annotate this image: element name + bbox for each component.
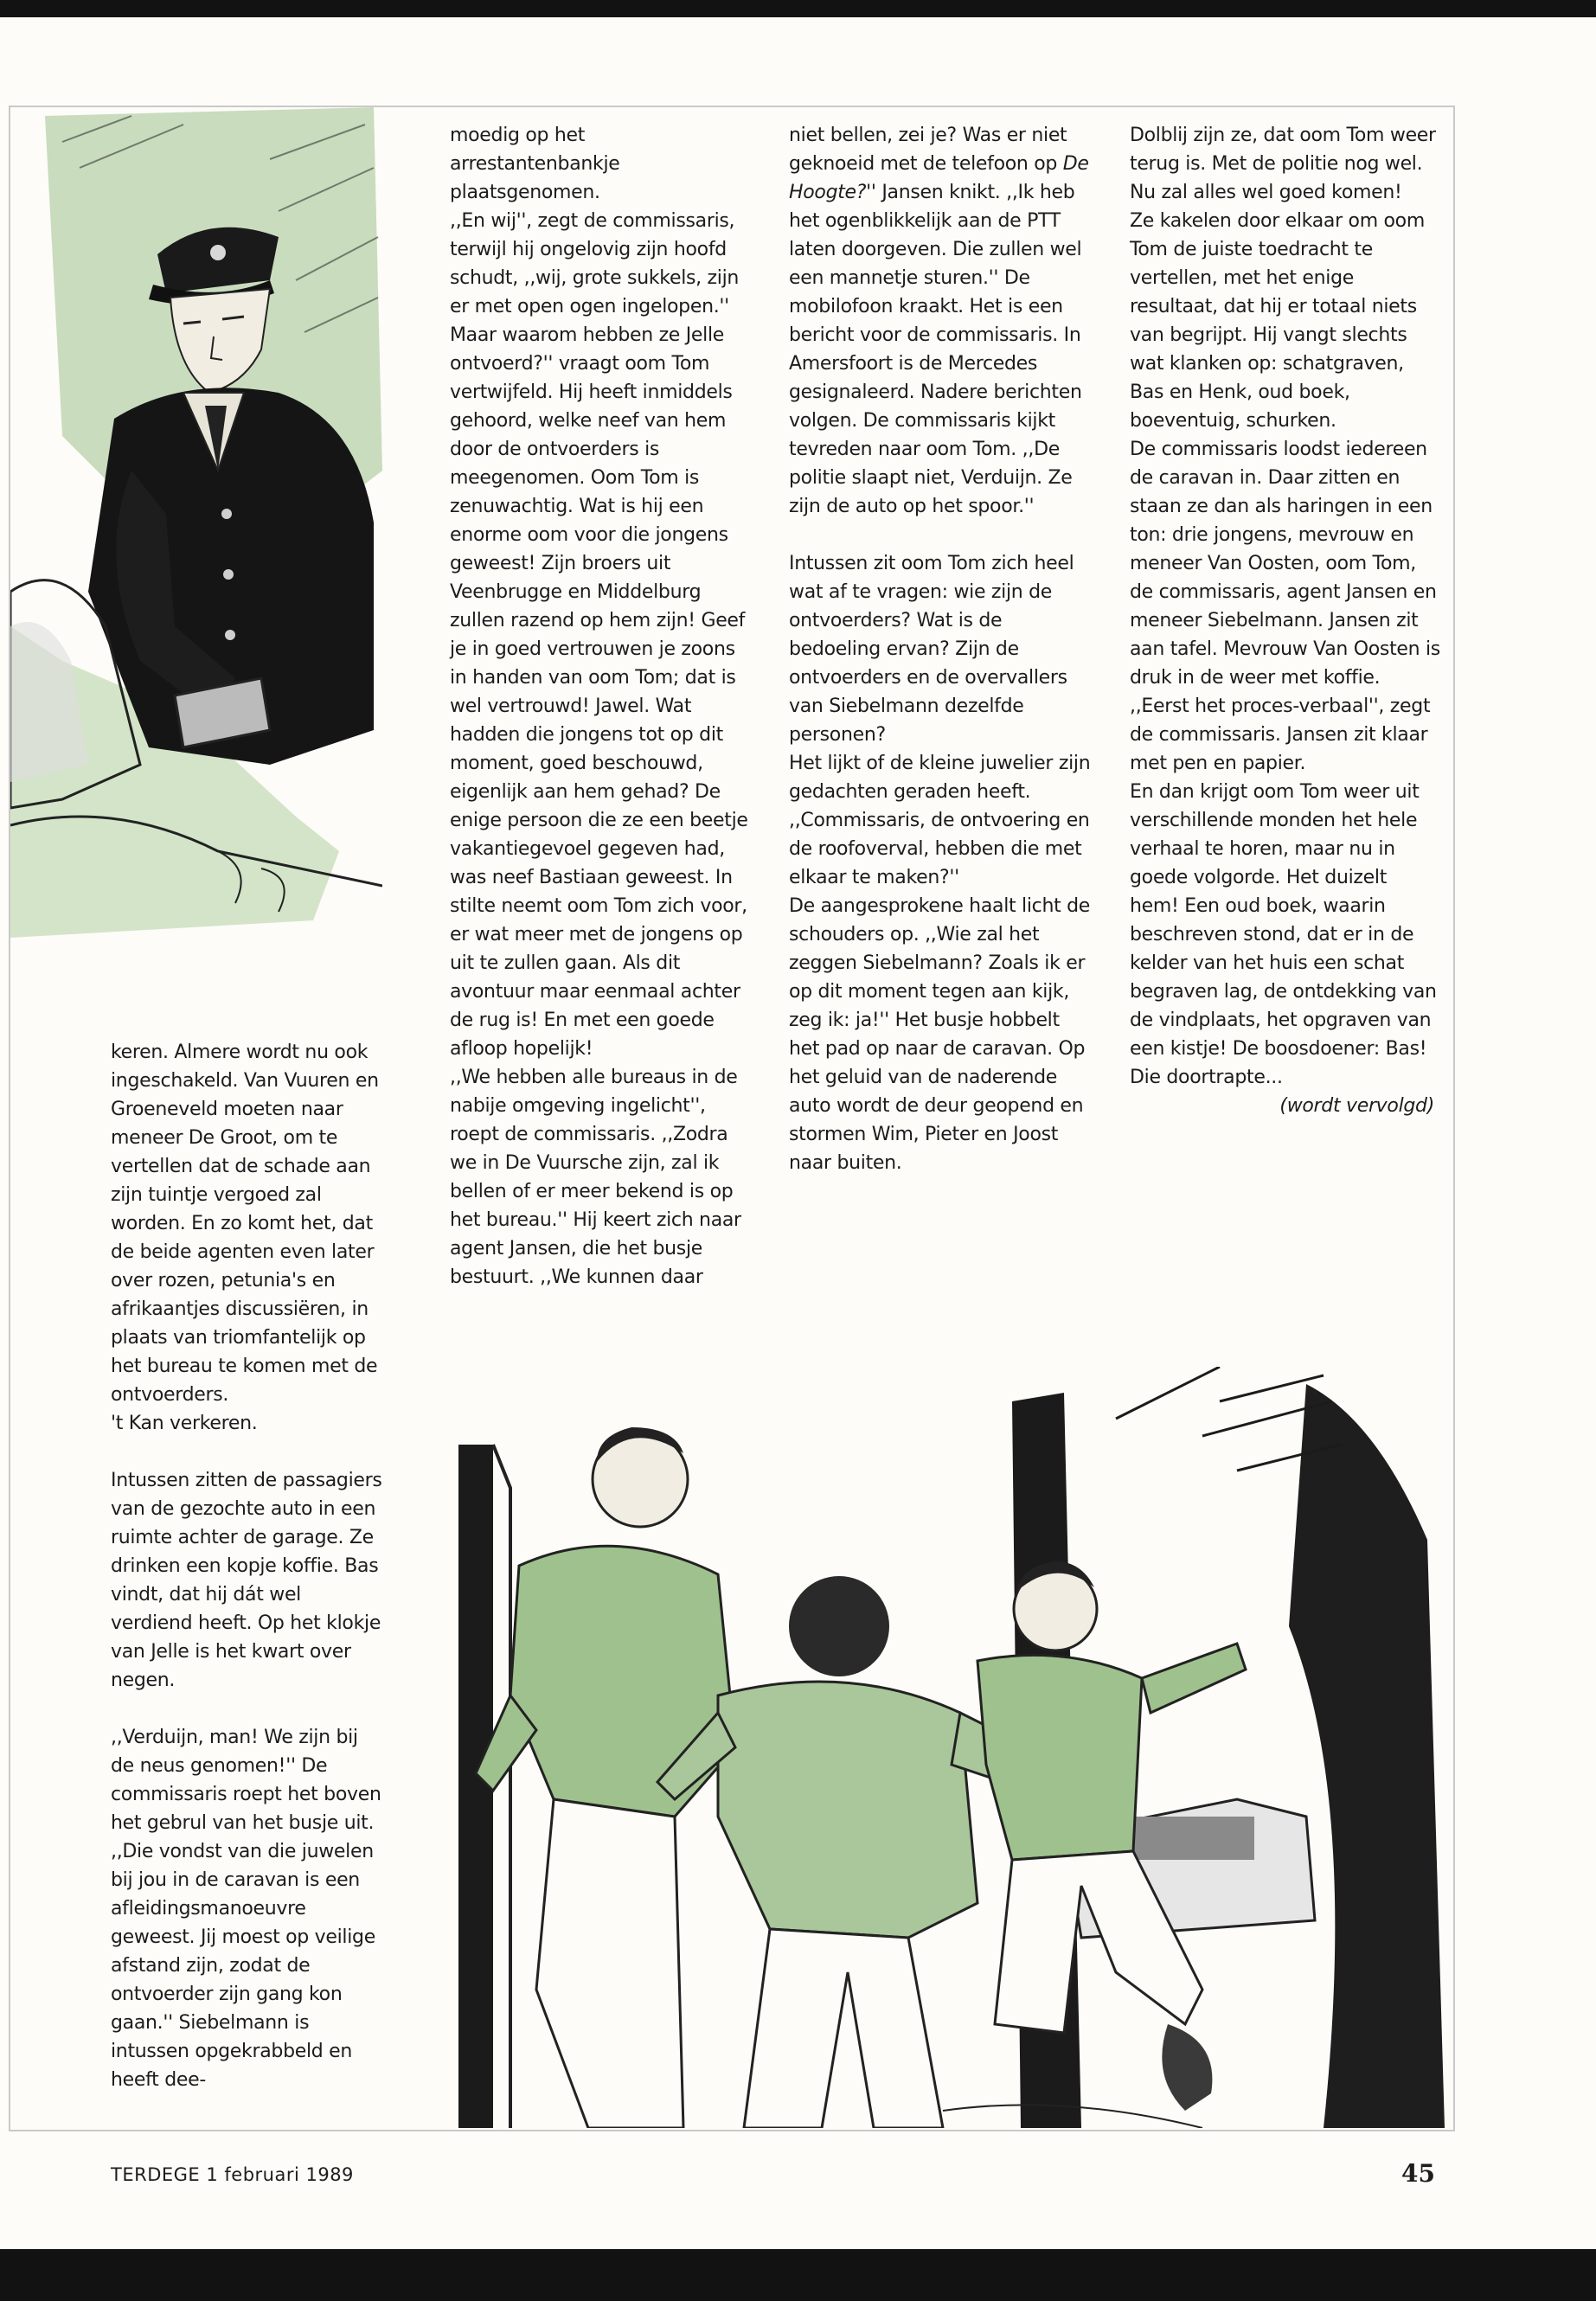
article-column-3 [789, 121, 1095, 1177]
boys-running-illustration [458, 1367, 1445, 2128]
bottom-border [0, 2249, 1596, 2301]
paragraph [789, 121, 1095, 521]
paragraph: ,,Verduijn, man! We zijn bij de neus genomen!'' De commissaris roept het boven het gebrul van het busje uit. ,,Die vondst van die juwelen bij jou in de caravan is een afleidingsmanoeuvre geweest. Jij moest op veilige afstand zijn, zodat de ontvoerder zijn gang kon gaan.'' Siebelmann is intussen opgekrabbeld en heeft dee- [111, 1727, 381, 2091]
page-number: 45 [1401, 2159, 1435, 2188]
article-column-4 [1130, 121, 1441, 1120]
place-name-italic: De Hoogte? [789, 153, 1089, 203]
paragraph: De commissaris loodst iedereen de caravan in. Daar zitten en staan ze dan als haringen in een ton: drie jongens, mevrouw en meneer Van Oosten, oom Tom, de commissaris, agent Jansen en meneer Siebelmann. Jansen zit aan tafel. Mevrouw Van Oosten is druk in de weer met koffie. ,,Eerst het proces-verbaal'', zegt de commissaris. Jansen zit klaar met pen en papier. [1130, 439, 1440, 774]
paragraph: De aangesprokene haalt licht de schouders op. ,,Wie zal het zeggen Siebelmann? Zoals ik er op dit moment tegen aan kijk, zeg ik: ja!'' Het busje hobbelt het pad op naar de caravan. Op het geluid van de naderende auto wordt de deur geopend en stormen Wim, Pieter en Joost naar buiten. [789, 895, 1091, 1174]
paragraph-text: niet bellen, zei je? Was er niet geknoeid met de telefoon op [789, 125, 1067, 175]
paragraph: moedig op het arrestantenbankje plaatsgenomen. [450, 125, 620, 203]
top-border [0, 0, 1596, 17]
paragraph: ,,We hebben alle bureaus in de nabije omgeving ingelicht'', roept de commissaris. ,,Zodra we in De Vuursche zijn, zal ik bellen of er meer bekend is op het bureau.'' Hij keert zich naar agent Jansen, die het busje bestuurt. ,,We kunnen daar [450, 1067, 741, 1288]
paragraph-text: '' Jansen knikt. ,,Ik heb het ogenblikkelijk aan de PTT laten doorgeven. Die zullen wel een mannetje sturen.'' De mobilofoon kraakt. Het is een bericht voor de commissaris. In Amersfoort is de Mercedes gesignaleerd. Nadere berichten volgen. De commissaris kijkt tevreden naar oom Tom. ,,De politie slaapt niet, Verduijn. Ze zijn de auto op het spoor.'' [789, 182, 1082, 517]
paragraph: Dolblij zijn ze, dat oom Tom weer terug is. Met de politie nog wel. Nu zal alles wel goed komen! [1130, 125, 1436, 203]
to-be-continued: (wordt vervolgd) [1279, 1095, 1434, 1117]
paragraph: Ze kakelen door elkaar om oom Tom de juiste toedracht te vertellen, met het enige resultaat, dat hij er totaal niets van begrijpt. Hij vangt slechts wat klanken op: schatgraven, Bas en Henk, oud boek, boeventuig, schurken. [1130, 210, 1425, 432]
paragraph: En dan krijgt oom Tom weer uit verschillende monden het hele verhaal te horen, maar nu in goede volgorde. Het duizelt hem! Een oud boek, waarin beschreven stond, dat er in de kelder van het huis een schat begraven lag, de ontdekking van de vindplaats, het opgraven van een kistje! De boosdoener: Bas! Die doortrapte... [1130, 781, 1437, 1088]
paragraph: Intussen zitten de passagiers van de gezochte auto in een ruimte achter de garage. Ze drinken een kopje koffie. Bas vindt, dat hij dát wel verdiend heeft. Op het klokje van Jelle is het kwart over negen. [111, 1470, 382, 1691]
paragraph: ,,En wij'', zegt de commissaris, terwijl hij ongelovig zijn hoofd schudt, ,,wij, grote sukkels, zijn er met open ogen ingelopen.'' Maar waarom hebben ze Jelle ontvoerd?'' vraagt oom Tom vertwijfeld. Hij heeft inmiddels gehoord, welke neef van hem door de ontvoerders is meegenomen. Oom Tom is zenuwachtig. Wat is hij een enorme oom voor die jongens geweest! Zijn broers uit Veenbrugge en Middelburg zullen razend op hem zijn! Geef je in goed vertrouwen je zoons in handen van oom Tom; dat is wel vertrouwd! Jawel. Wat hadden die jongens tot op dit moment, goed beschouwd, eigenlijk aan hem gehad? De enige persoon die ze een beetje vakantiegevoel gegeven had, was neef Bastiaan geweest. In stilte neemt oom Tom zich voor, er wat meer met de jongens op uit te zullen gaan. Als dit avontuur maar eenmaal achter de rug is! En met een goede afloop hopelijk! [450, 210, 748, 1060]
article-column-1 [111, 1038, 386, 2094]
paragraph: Het lijkt of de kleine juwelier zijn gedachten geraden heeft. ,,Commissaris, de ontvoering en de roofoverval, hebben die met elkaar te maken?'' [789, 753, 1091, 888]
magazine-footer: TERDEGE 1 februari 1989 [111, 2164, 354, 2185]
article-column-2 [450, 121, 754, 1292]
paragraph: keren. Almere wordt nu ook ingeschakeld. Van Vuuren en Groeneveld moeten naar meneer De Groot, om te vertellen dat de schade aan zijn tuintje vergoed zal worden. En zo komt het, dat de beide agenten even later over rozen, petunia's en afrikaantjes discussiëren, in plaats van triomfantelijk op het bureau te komen met de ontvoerders. [111, 1042, 379, 1406]
paragraph: Intussen zit oom Tom zich heel wat af te vragen: wie zijn de ontvoerders? Wat is de bedoeling ervan? Zijn de ontvoerders en de overvallers van Siebelmann dezelfde personen? [789, 553, 1074, 746]
policeman-illustration [10, 107, 382, 955]
paragraph: 't Kan verkeren. [111, 1413, 258, 1434]
